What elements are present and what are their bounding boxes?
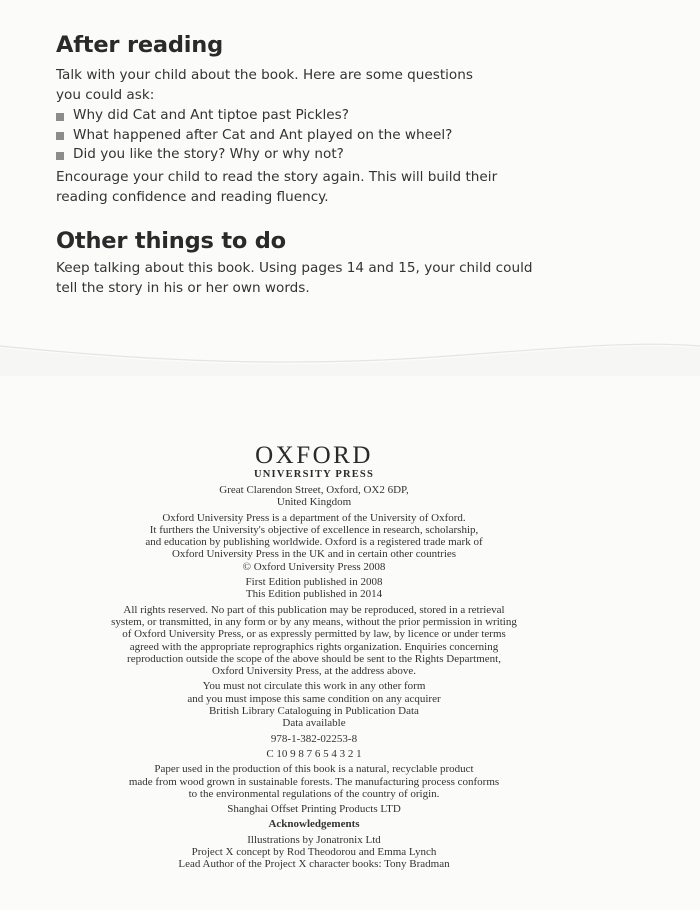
edition-line: First Edition published in 2008 [245,576,383,589]
circulate-line: and you must impose this same condition on any acquirer [187,692,441,705]
imprint-block [0,442,628,871]
question-text: What happened after Cat and Ant played on the wheel? [73,126,453,143]
acknowledgements-heading: Acknowledgements [268,818,360,831]
rights-line: of Oxford University Press, or as expressly permitted by law, by licence or under terms [122,628,506,641]
rights-line: All rights reserved. No part of this publication may be reproduced, stored in a retrieval [123,603,505,616]
acknowledgement-line: Lead Author of the Project X character books: Tony Bradman [178,858,450,871]
list-item [56,145,452,165]
printer-line: Shanghai Offset Printing Products LTD [227,803,401,816]
square-bullet-icon [56,132,64,140]
list-item [56,106,452,126]
isbn: 978-1-382-02253-8 [270,732,358,745]
page-fold-divider [0,336,700,376]
square-bullet-icon [56,113,64,121]
question-text: Why did Cat and Ant tiptoe past Pickles? [73,107,349,123]
print-line: C 10 9 8 7 6 5 4 3 2 1 [266,747,362,760]
about-line: Oxford University Press is a department of the University of Oxford. [162,511,466,524]
paper-line: made from wood grown in sustainable forests. The manufacturing process conforms [128,775,500,788]
about-line: and education by publishing worldwide. Oxford is a registered trade mark of [145,536,483,549]
question-list [56,106,452,165]
paper-line: to the environmental regulations of the country of origin. [188,787,440,800]
after-reading-intro: Talk with your child about the book. Here are some questions you could ask: [56,67,473,103]
cataloguing-line: Data available [282,717,346,730]
rights-line: Oxford University Press, at the address above. [211,665,417,678]
paper-line: Paper used in the production of this book is a natural, recyclable product [154,763,474,776]
edition-line: This Edition published in 2014 [245,588,383,601]
address-line: Great Clarendon Street, Oxford, OX2 6DP, [219,484,409,496]
copyright-line: © Oxford University Press 2008 [242,560,386,573]
other-things-heading: Other things to do [56,228,286,254]
address-line: United Kingdom [276,496,352,509]
square-bullet-icon [56,152,64,160]
about-line: Oxford University Press in the UK and in certain other countries [171,548,457,561]
encourage-paragraph: Encourage your child to read the story again. This will build their reading confidence and reading fluency. [56,169,498,205]
question-text: Did you like the story? Why or why not? [73,146,344,162]
list-item [56,126,452,146]
circulate-line: You must not circulate this work in any other form [202,680,426,693]
publisher-logo-subtitle: UNIVERSITY PRESS [253,469,375,480]
about-line: It furthers the University's objective of excellence in research, scholarship, [149,523,479,536]
rights-line: system, or transmitted, in any form or by any means, without the prior permission in writing [111,615,517,628]
publisher-logo: OXFORD [255,442,373,469]
cataloguing-line: British Library Cataloguing in Publication Data [209,705,419,718]
rights-line: reproduction outside the scope of the above should be sent to the Rights Department, [127,652,501,665]
after-reading-heading: After reading [56,32,224,58]
acknowledgement-line: Illustrations by Jonatronix Ltd [247,833,381,846]
rights-line: agreed with the appropriate reprographics rights organization. Enquiries concerning [129,640,499,653]
other-things-paragraph: Keep talking about this book. Using pages 14 and 15, your child could tell the story in his or her own words. [56,260,533,296]
acknowledgement-line: Project X concept by Rod Theodorou and Emma Lynch [191,846,437,859]
